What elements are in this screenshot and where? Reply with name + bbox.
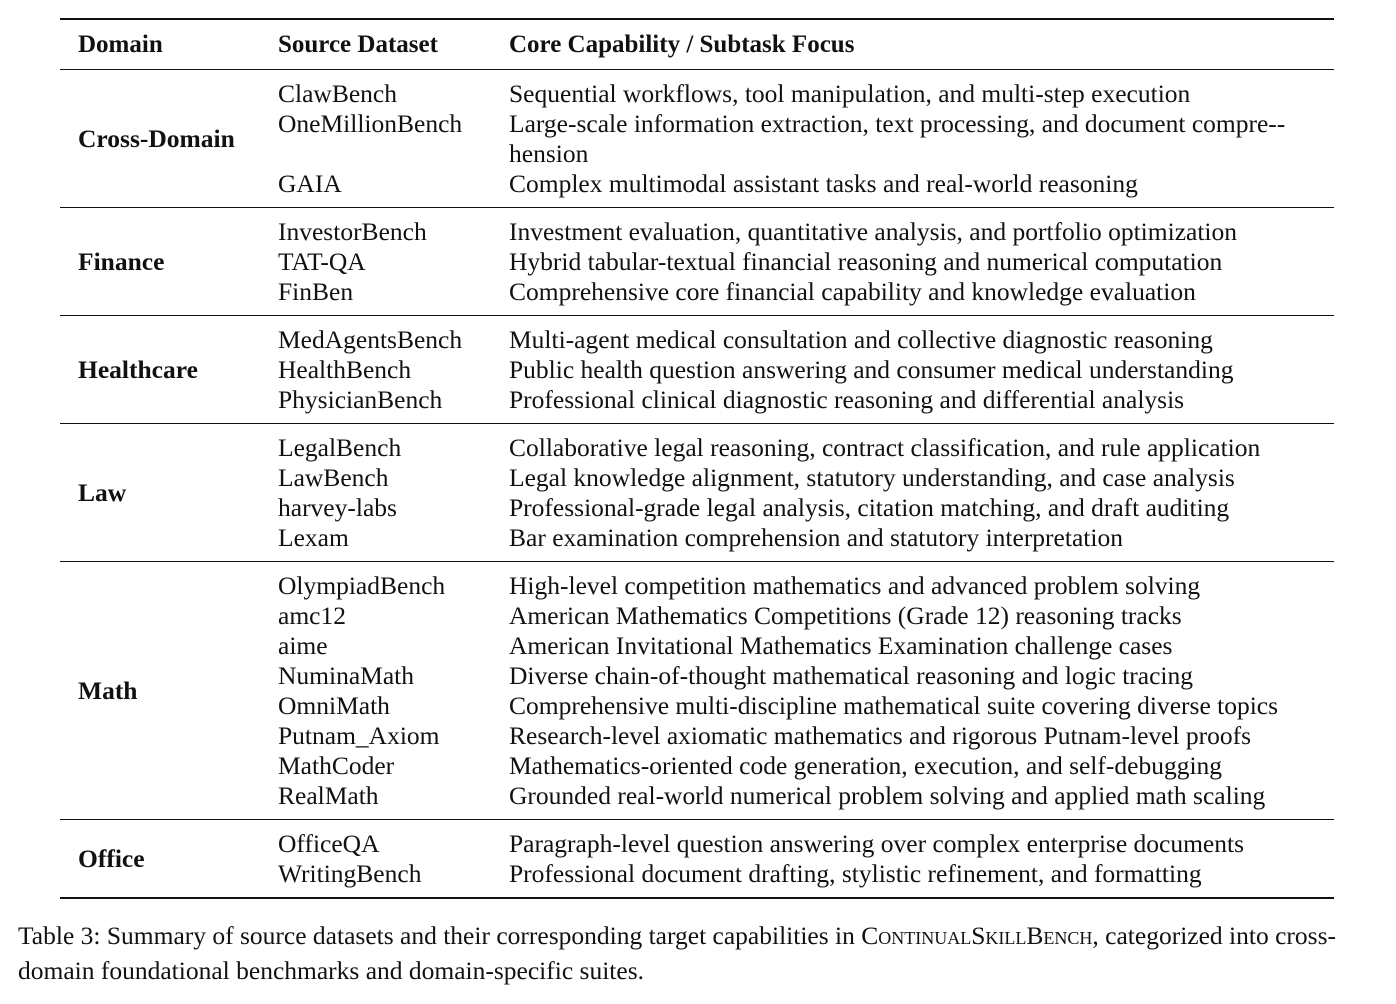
table-row <box>278 493 1334 523</box>
capability-cell: Investment evaluation, quantitative analysis, and portfolio optimization <box>509 217 1237 246</box>
table-row <box>278 829 1334 859</box>
table-row <box>278 859 1334 889</box>
group-rows <box>278 829 1334 889</box>
source-dataset-cell: OmniMath <box>278 691 390 720</box>
capability-cell: Sequential workflows, tool manipulation, and multi-step execution <box>509 79 1191 108</box>
source-dataset-cell: OfficeQA <box>278 829 380 858</box>
table-caption <box>18 918 1388 988</box>
table-row <box>278 691 1334 721</box>
capability-cell: Legal knowledge alignment, statutory understanding, and case analysis <box>509 463 1235 492</box>
capability-cell: Professional document drafting, stylistic refinement, and formatting <box>509 859 1202 888</box>
table-row <box>278 631 1334 661</box>
table-row <box>278 751 1334 781</box>
domain-group <box>60 208 1334 315</box>
domain-group <box>60 424 1334 561</box>
table-row <box>278 355 1334 385</box>
table-row <box>278 463 1334 493</box>
table-row <box>278 721 1334 751</box>
caption-benchmark-name: ContinualSkillBench <box>861 921 1093 950</box>
capability-cell: Grounded real-world numerical problem solving and applied math scaling <box>509 781 1266 810</box>
source-dataset-cell: Putnam_Axiom <box>278 721 440 750</box>
capability-cell: Large-scale information extraction, text processing, and document compre-hension <box>509 109 1286 168</box>
table-header-row <box>60 20 1334 69</box>
table-row <box>278 433 1334 463</box>
capability-cell: Public health question answering and consumer medical understanding <box>509 355 1234 384</box>
source-dataset-cell: OneMillionBench <box>278 109 463 138</box>
group-rows <box>278 571 1334 811</box>
group-rows <box>278 79 1334 199</box>
source-dataset-cell: RealMath <box>278 781 379 810</box>
caption-prefix: Table 3: Summary of source datasets and their corresponding target capabilities in <box>18 921 862 950</box>
source-dataset-cell: WritingBench <box>278 859 422 888</box>
domain-group <box>60 70 1334 207</box>
source-dataset-cell: aime <box>278 631 328 660</box>
header-domain: Domain <box>78 30 163 58</box>
table-row <box>278 169 1334 199</box>
capability-cell: American Invitational Mathematics Examination challenge cases <box>509 631 1173 660</box>
table-row <box>278 601 1334 631</box>
capability-cell: High-level competition mathematics and advanced problem solving <box>509 571 1201 600</box>
capability-cell: Paragraph-level question answering over complex enterprise documents <box>509 829 1245 858</box>
table-row <box>278 325 1334 355</box>
table-row <box>278 277 1334 307</box>
table-row <box>278 571 1334 601</box>
source-dataset-cell: MedAgentsBench <box>278 325 463 354</box>
capability-cell: Bar examination comprehension and statutory interpretation <box>509 523 1123 552</box>
table-row <box>278 385 1334 415</box>
source-dataset-cell: PhysicianBench <box>278 385 443 414</box>
source-dataset-cell: HealthBench <box>278 355 412 384</box>
group-rows <box>278 217 1334 307</box>
capability-cell: Mathematics-oriented code generation, execution, and self-debugging <box>509 751 1223 780</box>
source-dataset-cell: OlympiadBench <box>278 571 446 600</box>
capability-cell: Comprehensive multi-discipline mathematical suite covering diverse topics <box>509 691 1279 720</box>
capability-cell: Diverse chain-of-thought mathematical reasoning and logic tracing <box>509 661 1194 690</box>
table-bottom-rule <box>60 897 1334 899</box>
source-dataset-cell: TAT-QA <box>278 247 366 276</box>
capability-cell: American Mathematics Competitions (Grade 12) reasoning tracks <box>509 601 1182 630</box>
source-dataset-cell: NuminaMath <box>278 661 414 690</box>
capability-cell: Complex multimodal assistant tasks and real-world reasoning <box>509 169 1138 198</box>
table-row <box>278 661 1334 691</box>
caption-suffix: , categorized into cross-domain foundational benchmarks and domain-specific suites. <box>18 921 1336 985</box>
source-dataset-cell: FinBen <box>278 277 354 306</box>
capability-cell: Professional-grade legal analysis, citation matching, and draft auditing <box>509 493 1230 522</box>
domain-cell: Finance <box>78 247 165 276</box>
capability-cell: Professional clinical diagnostic reasoning and differential analysis <box>509 385 1185 414</box>
source-dataset-cell: MathCoder <box>278 751 395 780</box>
capability-cell: Collaborative legal reasoning, contract classification, and rule application <box>509 433 1261 462</box>
table-row <box>278 523 1334 553</box>
domain-cell: Math <box>78 676 138 705</box>
dataset-table <box>60 18 1334 899</box>
capability-cell: Research-level axiomatic mathematics and rigorous Putnam-level proofs <box>509 721 1252 750</box>
table-row <box>278 109 1334 169</box>
source-dataset-cell: LegalBench <box>278 433 402 462</box>
source-dataset-cell: Lexam <box>278 523 349 552</box>
capability-cell: Hybrid tabular-textual financial reasoning and numerical computation <box>509 247 1223 276</box>
source-dataset-cell: GAIA <box>278 169 342 198</box>
domain-group <box>60 316 1334 423</box>
table-row <box>278 217 1334 247</box>
domain-cell: Office <box>78 844 145 873</box>
capability-cell: Multi-agent medical consultation and collective diagnostic reasoning <box>509 325 1213 354</box>
header-core-capability: Core Capability / Subtask Focus <box>509 30 855 58</box>
table-row <box>278 79 1334 109</box>
domain-cell: Healthcare <box>78 355 198 384</box>
table-body <box>60 70 1334 899</box>
source-dataset-cell: LawBench <box>278 463 389 492</box>
source-dataset-cell: harvey-labs <box>278 493 397 522</box>
domain-cell: Cross-Domain <box>78 124 235 153</box>
group-rows <box>278 433 1334 553</box>
table-row <box>278 781 1334 811</box>
group-rows <box>278 325 1334 415</box>
capability-cell: Comprehensive core financial capability and knowledge evaluation <box>509 277 1196 306</box>
table-row <box>278 247 1334 277</box>
domain-group <box>60 820 1334 897</box>
domain-group <box>60 562 1334 819</box>
source-dataset-cell: ClawBench <box>278 79 397 108</box>
header-source-dataset: Source Dataset <box>278 30 438 58</box>
source-dataset-cell: amc12 <box>278 601 346 630</box>
source-dataset-cell: InvestorBench <box>278 217 427 246</box>
domain-cell: Law <box>78 478 127 507</box>
